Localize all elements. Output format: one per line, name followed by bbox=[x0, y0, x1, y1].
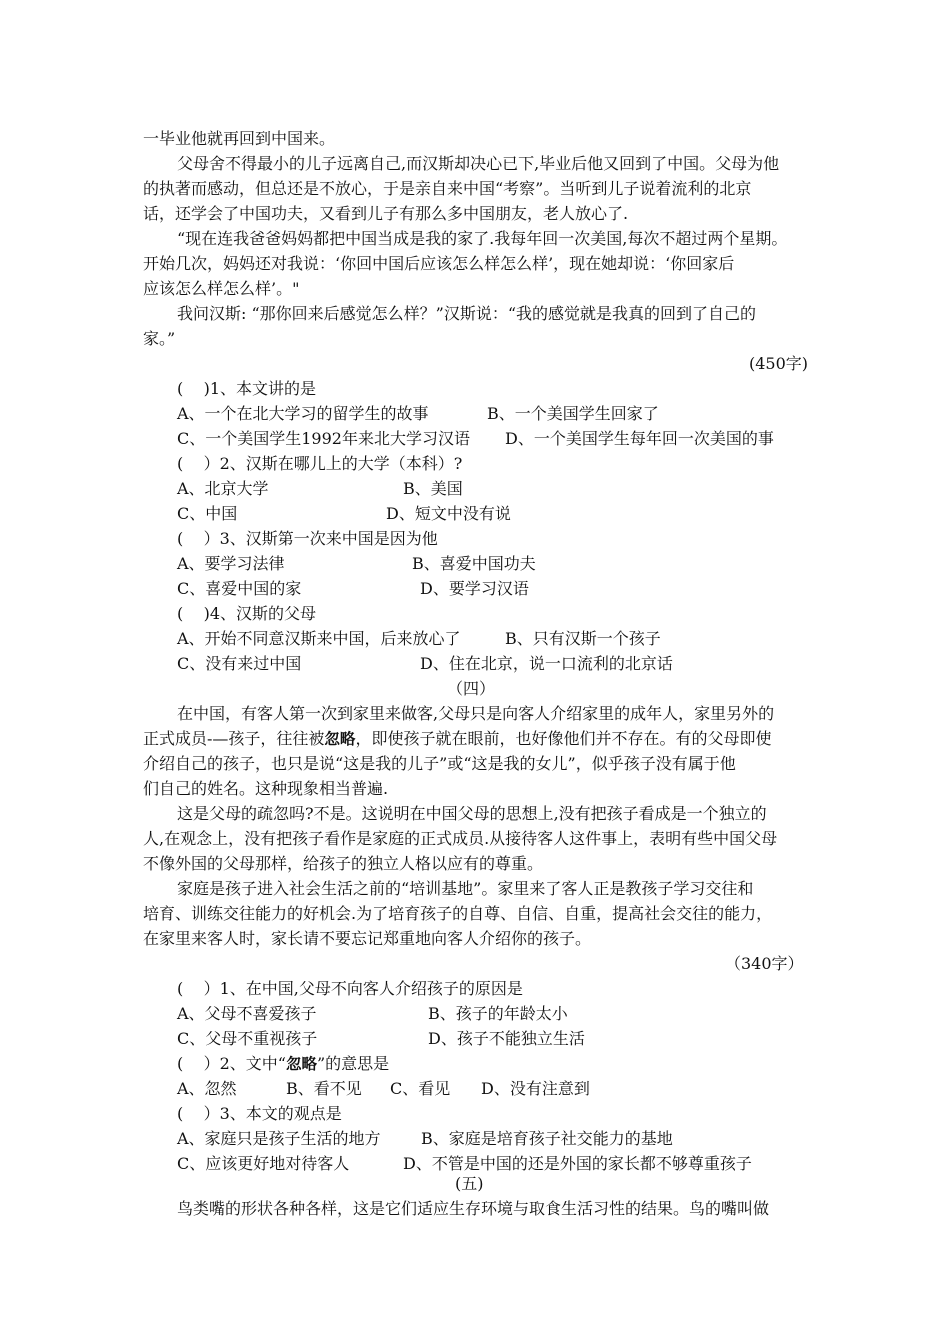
option: A、父母不喜爱孩子 bbox=[177, 1004, 317, 1023]
text-line: 家庭是孩子进入社会生活之前的“培训基地”。家里来了客人正是教孩子学习交往和 bbox=[177, 879, 754, 898]
option: C、喜爱中国的家 bbox=[177, 579, 302, 598]
option: B、家庭是培育孩子社交能力的基地 bbox=[421, 1129, 673, 1148]
text-line: 介绍自己的孩子，也只是说“这是我的儿子”或“这是我的女儿”，似乎孩子没有属于他 bbox=[143, 754, 736, 773]
text-line: 不像外国的父母那样，给孩子的独立人格以应有的尊重。 bbox=[143, 854, 544, 873]
option: C、一个美国学生1992年来北大学习汉语 bbox=[177, 429, 470, 448]
option: C、没有来过中国 bbox=[177, 654, 302, 673]
option: D、住在北京，说一口流利的北京话 bbox=[420, 654, 673, 673]
question: ( )1、本文讲的是 bbox=[177, 379, 317, 398]
text-line: 在家里来客人时，家长请不要忘记郑重地向客人介绍你的孩子。 bbox=[143, 929, 592, 948]
question: ( ）1、在中国,父母不向客人介绍孩子的原因是 bbox=[177, 979, 523, 998]
question: ( ）2、文中“忽略”的意思是 bbox=[177, 1054, 390, 1073]
question: ( ）2、汉斯在哪儿上的大学（本科）? bbox=[177, 454, 463, 473]
text-line: “现在连我爸爸妈妈都把中国当成是我的家了.我每年回一次美国,每次不超过两个星期。 bbox=[177, 229, 788, 248]
option: A、要学习法律 bbox=[177, 554, 285, 573]
option: B、只有汉斯一个孩子 bbox=[505, 629, 661, 648]
option: D、要学习汉语 bbox=[420, 579, 529, 598]
option: A、北京大学 bbox=[177, 479, 269, 498]
option: C、应该更好地对待客人 bbox=[177, 1154, 350, 1173]
option: B、一个美国学生回家了 bbox=[487, 404, 659, 423]
text-line: 开始几次，妈妈还对我说：‘你回中国后应该怎么样怎么样’，现在她却说：‘你回家后 bbox=[143, 254, 735, 273]
text-line: 话，还学会了中国功夫，又看到儿子有那么多中国朋友，老人放心了. bbox=[143, 204, 629, 223]
text-line: 的执著而感动，但总还是不放心，于是亲自来中国“考察”。当听到儿子说着流利的北京 bbox=[143, 179, 752, 198]
text-line: 在中国，有客人第一次到家里来做客,父母只是向客人介绍家里的成年人，家里另外的 bbox=[177, 704, 775, 723]
option: D、孩子不能独立生活 bbox=[428, 1029, 585, 1048]
option: A、开始不同意汉斯来中国，后来放心了 bbox=[177, 629, 461, 648]
text-line: 鸟类嘴的形状各种各样，这是它们适应生存环境与取食生活习性的结果。鸟的嘴叫做 bbox=[177, 1199, 770, 1218]
option: D、一个美国学生每年回一次美国的事 bbox=[505, 429, 774, 448]
text-line: 人,在观念上，没有把孩子看作是家庭的正式成员.从接待客人这件事上，表明有些中国父母 bbox=[143, 829, 778, 848]
option: B、孩子的年龄太小 bbox=[428, 1004, 568, 1023]
text-line: 家。” bbox=[143, 329, 176, 348]
text-line: 们自己的姓名。这种现象相当普遍. bbox=[143, 779, 389, 798]
emphasized-word: 忽略 bbox=[324, 730, 356, 748]
emphasized-word: 忽略 bbox=[285, 1055, 317, 1073]
question: ( )4、汉斯的父母 bbox=[177, 604, 317, 623]
text-line: 我问汉斯: “那你回来后感觉怎么样？”汉斯说：“我的感觉就是我真的回到了自己的 bbox=[177, 304, 757, 323]
option: B、喜爱中国功夫 bbox=[412, 554, 536, 573]
text-line: 正式成员-—孩子，往往被忽略，即使孩子就在眼前，也好像他们并不存在。有的父母即使 bbox=[143, 729, 772, 748]
text-line: 培育、训练交往能力的好机会.为了培育孩子的自尊、自信、自重，提高社会交往的能力， bbox=[143, 904, 773, 923]
option: B、美国 bbox=[403, 479, 463, 498]
text-line: 这是父母的疏忽吗?不是。这说明在中国父母的思想上,没有把孩子看成是一个独立的 bbox=[177, 804, 767, 823]
option: C、父母不重视孩子 bbox=[177, 1029, 318, 1048]
option: A、忽然 bbox=[177, 1079, 237, 1098]
question: ( ）3、本文的观点是 bbox=[177, 1104, 342, 1123]
question: ( ）3、汉斯第一次来中国是因为他 bbox=[177, 529, 438, 548]
option: D、不管是中国的还是外国的家长都不够尊重孩子 bbox=[403, 1154, 752, 1173]
word-count: （340字） bbox=[725, 954, 804, 973]
word-count: (450字) bbox=[749, 354, 809, 373]
text-line: 一毕业他就再回到中国来。 bbox=[143, 129, 336, 148]
text-line: 父母舍不得最小的儿子远离自己,而汉斯却决心已下,毕业后他又回到了中国。父母为他 bbox=[177, 154, 780, 173]
option: A、一个在北大学习的留学生的故事 bbox=[177, 404, 429, 423]
option: C、看见 bbox=[390, 1079, 451, 1098]
section-heading: （四） bbox=[447, 679, 496, 698]
option: D、短文中没有说 bbox=[386, 504, 511, 523]
section-heading: (五) bbox=[455, 1174, 484, 1193]
option: D、没有注意到 bbox=[481, 1079, 590, 1098]
option: B、看不见 bbox=[286, 1079, 362, 1098]
text-line: 应该怎么样怎么样’。" bbox=[143, 279, 300, 298]
option: C、中国 bbox=[177, 504, 238, 523]
option: A、家庭只是孩子生活的地方 bbox=[177, 1129, 381, 1148]
